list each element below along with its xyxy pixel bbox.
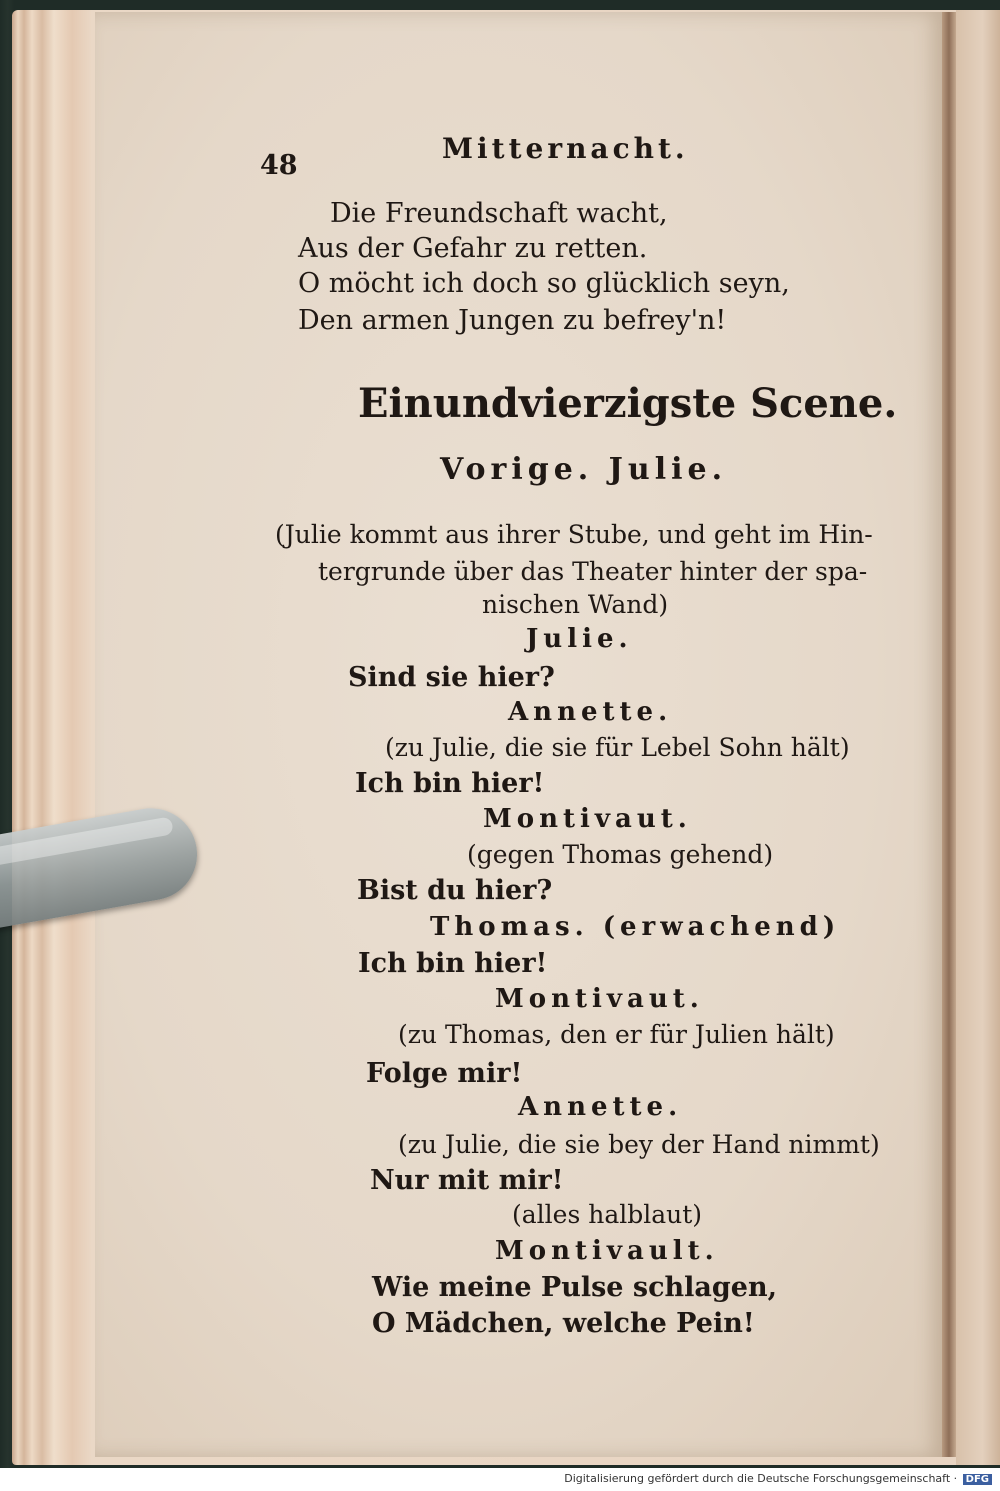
speech-line: Wie meine Pulse schlagen, bbox=[372, 1272, 777, 1303]
speech-line: Bist du hier? bbox=[357, 875, 553, 906]
dfg-logo-icon: DFG bbox=[963, 1474, 992, 1485]
speech-line: Sind sie hier? bbox=[348, 662, 555, 693]
speech-line: Ich bin hier! bbox=[355, 768, 545, 799]
stage-direction: (zu Julie, die sie für Lebel Sohn hält) bbox=[385, 733, 850, 762]
stage-direction: nischen Wand) bbox=[482, 590, 669, 619]
book-gutter bbox=[942, 12, 956, 1457]
speaker-name: Montivault. bbox=[495, 1236, 719, 1266]
stage-direction: (gegen Thomas gehend) bbox=[467, 840, 774, 869]
speech-line: Ich bin hier! bbox=[358, 948, 548, 979]
stage-direction: (Julie kommt aus ihrer Stube, und geht im Hin- bbox=[275, 520, 873, 549]
speaker-name: Thomas. (erwachend) bbox=[430, 912, 841, 942]
speaker-name: Montivaut. bbox=[495, 984, 704, 1014]
verse-line: O möcht ich doch so glücklich seyn, bbox=[298, 268, 790, 299]
stage-direction: (zu Thomas, den er für Julien hält) bbox=[398, 1020, 835, 1049]
verse-line: Aus der Gefahr zu retten. bbox=[298, 233, 648, 264]
speech-line: O Mädchen, welche Pein! bbox=[372, 1308, 755, 1339]
speaker-name: Julie. bbox=[526, 624, 633, 654]
speaker-name: Montivaut. bbox=[483, 804, 692, 834]
scene-title: Einundvierzigste Scene. bbox=[358, 380, 898, 427]
verse-line: Den armen Jungen zu befrey'n! bbox=[298, 305, 727, 336]
footer-credit-text: Digitalisierung gefördert durch die Deutsche Forschungsgemeinschaft · bbox=[564, 1472, 958, 1485]
speech-line: Folge mir! bbox=[366, 1058, 523, 1089]
speaker-name: Annette. bbox=[508, 697, 673, 727]
stage-direction: (alles halblaut) bbox=[512, 1200, 703, 1229]
footer-credit bbox=[564, 1472, 992, 1485]
speaker-name: Annette. bbox=[518, 1092, 683, 1122]
facing-page-edge bbox=[956, 10, 1000, 1465]
running-title: Mitternacht. bbox=[442, 132, 689, 165]
page-number: 48 bbox=[260, 150, 298, 181]
verse-line: Die Freundschaft wacht, bbox=[330, 198, 668, 229]
stage-direction: tergrunde über das Theater hinter der spa- bbox=[318, 557, 868, 586]
speech-line: Nur mit mir! bbox=[370, 1165, 564, 1196]
scene-persons: Vorige. Julie. bbox=[440, 452, 728, 487]
stage-direction: (zu Julie, die sie bey der Hand nimmt) bbox=[398, 1130, 880, 1159]
